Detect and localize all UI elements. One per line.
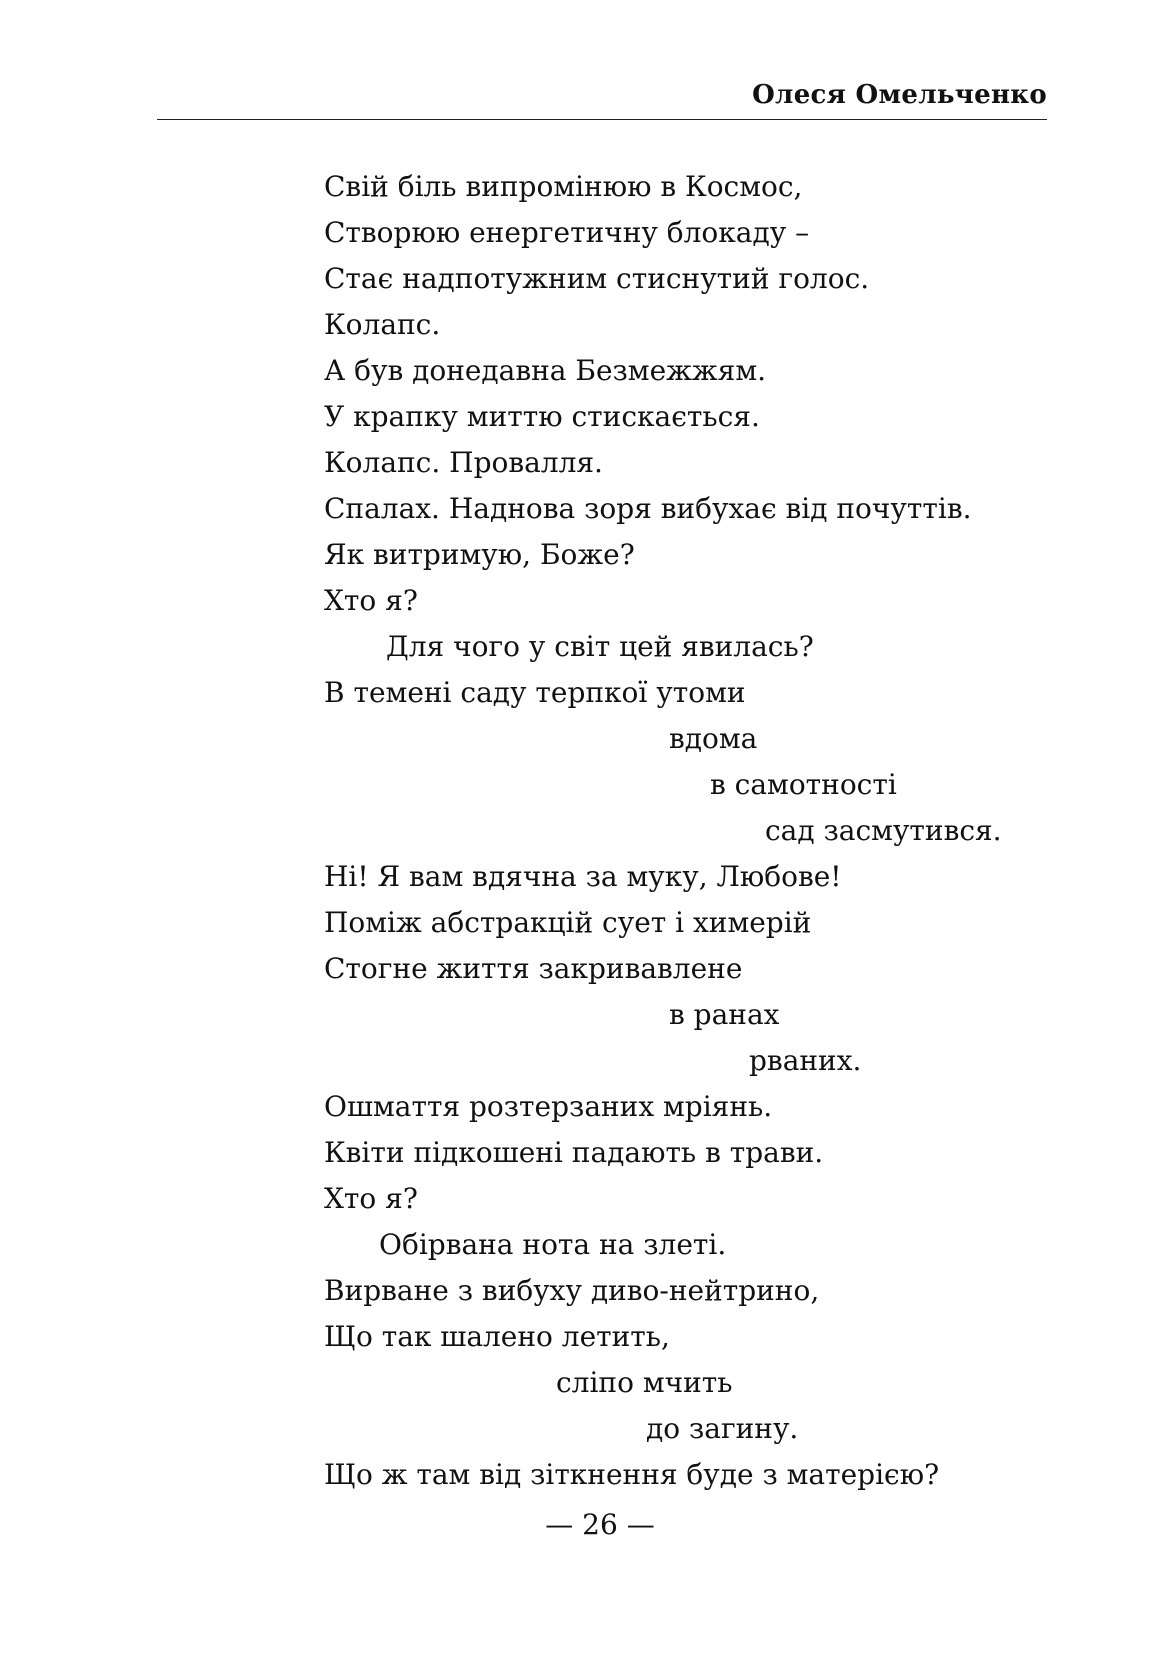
poem-line: до загину. [646,1412,799,1445]
poem-line: Стогне життя закривавлене [324,952,743,985]
poem-line: в ранах [669,998,780,1031]
poem-line: Як витримую, Боже? [324,538,635,571]
poem-line: Хто я? [324,1182,418,1215]
poem-line: В темені саду терпкої утоми [324,676,746,709]
poem-line: Свій біль випромінюю в Космос, [324,170,803,203]
poem-line: Квіти підкошені падають в трави. [324,1136,824,1169]
poem-line: Поміж абстракцій сует і химерій [324,906,812,939]
poem-line: У крапку миттю стискається. [324,400,760,433]
poem-line: сад засмутився. [765,814,1002,847]
poem-line: Обірвана нота на злеті. [379,1228,727,1261]
poem-body [324,164,1044,1498]
poem-line: вдома [669,722,758,755]
poem-line: А був донедавна Безмежжям. [324,354,767,387]
poem-line: Створюю енергетичну блокаду – [324,216,810,249]
poem-line: рваних. [749,1044,862,1077]
poem-line: Вирване з вибуху диво-нейтрино, [324,1274,820,1307]
poem-line: Спалах. Наднова зоря вибухає від почуттів. [324,492,972,525]
poem-line: Що так шалено летить, [324,1320,670,1353]
poem-line: сліпо мчить [556,1366,733,1399]
poem-line: Колапс. Провалля. [324,446,603,479]
running-head-author: Олеся Омельченко [752,80,1047,110]
poem-line: в самотності [710,768,897,801]
header-rule [157,119,1047,120]
poem-line: Для чого у світ цей явилась? [386,630,814,663]
poem-line: Ні! Я вам вдячна за муку, Любове! [324,860,842,893]
poem-line: Стає надпотужним стиснутий голос. [324,262,870,295]
poem-line: Що ж там від зіткнення буде з матерією? [324,1458,940,1491]
poem-line: Ошмаття розтерзаних мріянь. [324,1090,773,1123]
page-number: — 26 — [545,1508,655,1541]
poem-line: Колапс. [324,308,441,341]
poem-line: Хто я? [324,584,418,617]
